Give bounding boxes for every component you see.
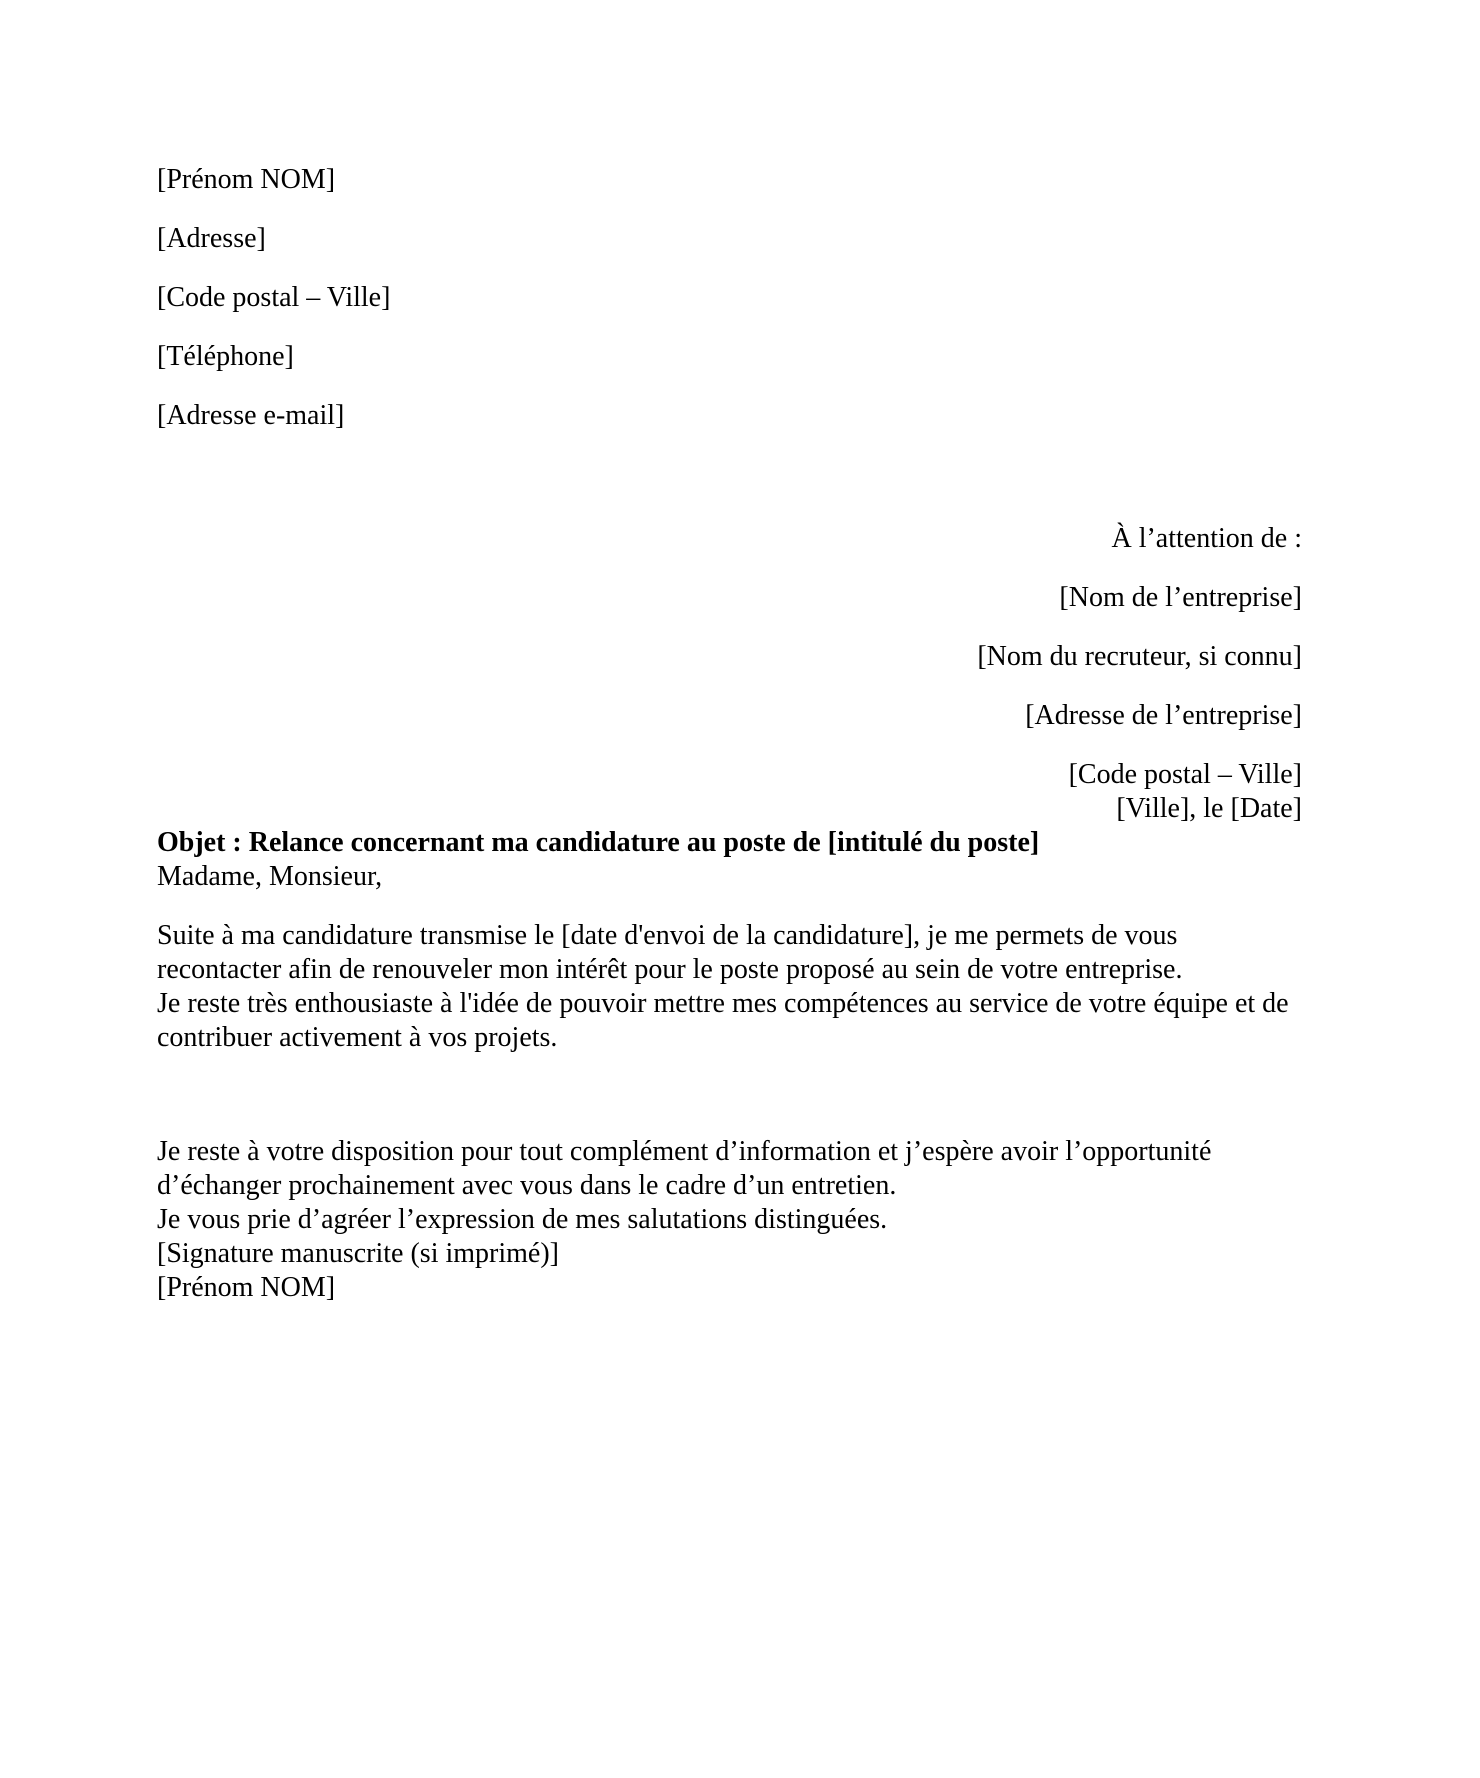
sender-address-line: [Adresse] <box>157 223 266 254</box>
paragraph-followup: Suite à ma candidature transmise le [date d'envoi de la candidature], je me permets de vous recontacter afin de renouveler mon intérêt pour le poste proposé au sein de votre entreprise. <box>157 920 1183 985</box>
paragraph-enthusiasm: Je reste très enthousiaste à l'idée de pouvoir mettre mes compétences au service de votre équipe et de contribuer activement à vos projets. <box>157 988 1289 1053</box>
sender-phone-line: [Téléphone] <box>157 341 294 372</box>
recipient-address-line: [Adresse de l’entreprise] <box>1025 700 1302 731</box>
salutation-line: Madame, Monsieur, <box>157 861 383 892</box>
recipient-postal-city-line: [Code postal – Ville] <box>1068 759 1302 790</box>
paragraph-closing-formula: Je vous prie d’agréer l’expression de mes salutations distinguées. <box>157 1204 888 1235</box>
subject-line: Objet : Relance concernant ma candidature au poste de [intitulé du poste] <box>157 827 1040 858</box>
recipient-recruiter-line: [Nom du recruteur, si connu] <box>977 641 1302 672</box>
sender-block <box>157 163 1302 433</box>
signature-placeholder: [Signature manuscrite (si imprimé)] <box>157 1238 559 1269</box>
recipient-company-line: [Nom de l’entreprise] <box>1059 582 1302 613</box>
sender-name-line: [Prénom NOM] <box>157 164 336 195</box>
signature-name: [Prénom NOM] <box>157 1272 336 1303</box>
sender-email-line: [Adresse e-mail] <box>157 400 345 431</box>
recipient-block <box>157 522 1302 792</box>
sender-postal-city-line: [Code postal – Ville] <box>157 282 391 313</box>
date-line: [Ville], le [Date] <box>1116 793 1302 824</box>
recipient-attention-line: À l’attention de : <box>1111 523 1302 554</box>
paragraph-availability: Je reste à votre disposition pour tout complément d’information et j’espère avoir l’opportunité d’échanger prochainement avec vous dans le cadre d’un entretien. <box>157 1136 1212 1201</box>
